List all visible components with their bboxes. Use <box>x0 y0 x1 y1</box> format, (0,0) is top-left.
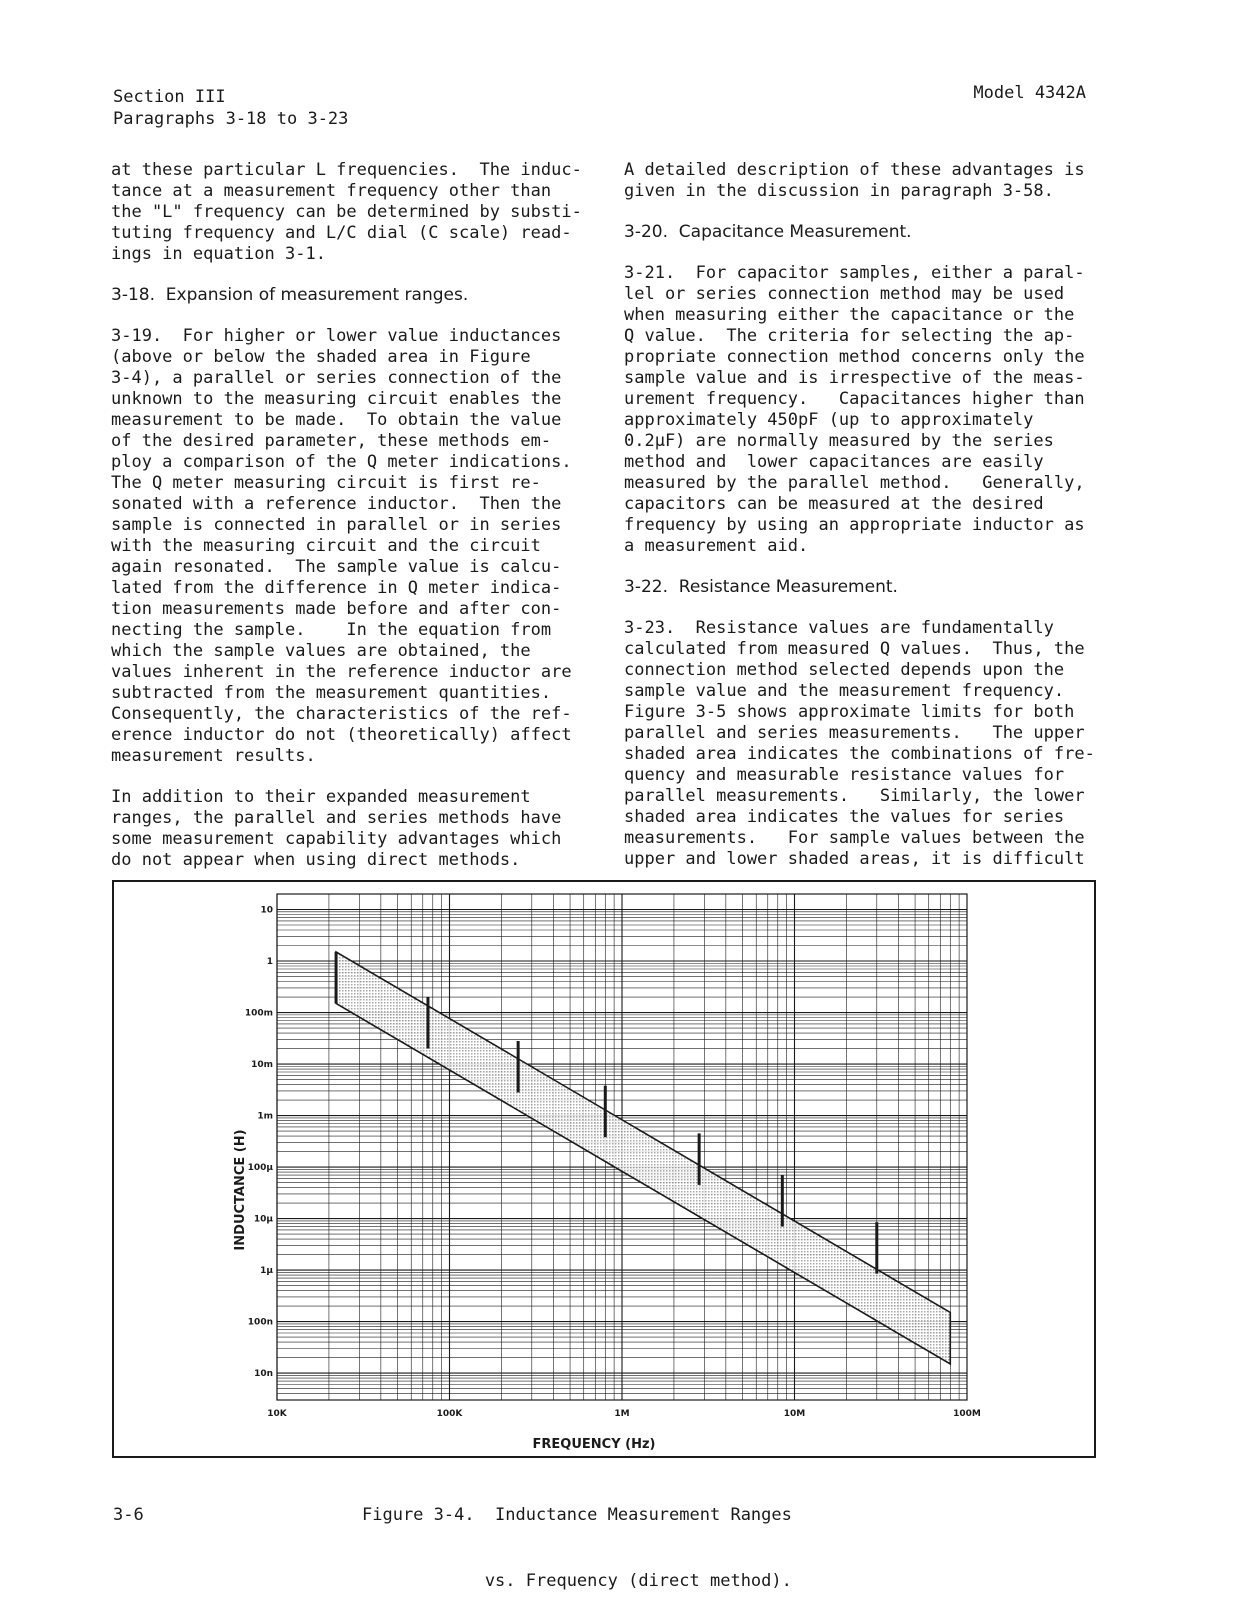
paragraph-3-21: 3-21. For capacitor samples, either a paral- lel or series connection method may be used when measuring either the capacitance or the Q value. The criteria for selecting the ap- propriate connection method concerns only the sample value and is irrespective of the meas- urement frequency. Capacitances higher than approximately 450pF (up to approximately 0.2µF) are normally measured by the series method and lower capacitances are easily measured by the parallel method. Generally, capacitors can be measured at the desired frequency by using an appropriate inductor as a measurement aid. <box>624 263 1085 556</box>
y-axis-label: INDUCTANCE (H) <box>233 1129 248 1251</box>
paragraph-range: Paragraphs 3-18 to 3-23 <box>113 109 349 129</box>
heading-3-22: 3-22. Resistance Measurement. <box>624 577 898 597</box>
inductance-chart <box>114 882 1094 1456</box>
y-tick-label: 10n <box>254 1369 273 1380</box>
left-column <box>111 160 591 891</box>
right-column <box>624 160 1104 890</box>
y-tick-label: 1m <box>257 1111 273 1122</box>
page-header-section <box>113 86 348 130</box>
y-tick-label: 10 <box>260 905 273 916</box>
x-tick-label: 10M <box>783 1409 806 1419</box>
paragraph-advantages: A detailed description of these advantages is given in the discussion in paragraph 3-58. <box>624 160 1085 201</box>
y-tick-label: 100m <box>244 1008 273 1019</box>
paragraph-addition: In addition to their expanded measurement ranges, the parallel and series methods have some measurement capability advantages which do not appear when using direct methods. <box>111 787 562 870</box>
y-tick-label: 100n <box>247 1317 273 1328</box>
x-tick-label: 10K <box>267 1409 287 1419</box>
paragraph-intro: at these particular L frequencies. The induc- tance at a measurement frequency other than the "L" frequency can be determined by substi- tuting frequency and L/C dial (C scale) read- ings in equation 3-1. <box>111 160 582 264</box>
x-tick-label: 100M <box>953 1409 981 1419</box>
figure-caption <box>362 1460 792 1614</box>
y-tick-label: 1 <box>266 957 273 968</box>
heading-3-20: 3-20. Capacitance Measurement. <box>624 222 912 242</box>
x-tick-labels <box>267 1409 981 1419</box>
x-tick-label: 100K <box>436 1409 463 1419</box>
paragraph-3-19: 3-19. For higher or lower value inductances (above or below the shaded area in Figure 3-4), a parallel or series connection of the unknown to the measuring circuit enables the measurement to be made. To obtain the value of the desired parameter, these methods em- ploy a comparison of the Q meter indications. The Q meter measuring circuit is first re- sonated with a reference inductor. Then the sample is connected in parallel or in series with the measuring circuit and the circuit again resonated. The sample value is calcu- lated from the difference in Q meter indica- tion measurements made before and after con- necting the sample. In the equation from which the sample values are obtained, the values inherent in the reference inductor are subtracted from the measurement quantities. Consequently, the characteristics of the ref- erence inductor do not (theoretically) affect measurement results. <box>111 326 572 766</box>
paragraph-3-23: 3-23. Resistance values are fundamentally calculated from measured Q values. Thus, the connection method selected depends upon the sample value and the measurement frequency. Figure 3-5 shows approximate limits for both parallel and series measurements. The upper shaded area indicates the combinations of fre- quency and measurable resistance values for parallel measurements. Similarly, the lower shaded area indicates the values for series measurements. For sample values between the upper and lower shaded areas, it is difficult <box>624 618 1095 869</box>
caption-line-1: Figure 3-4. Inductance Measurement Ranges <box>362 1505 792 1525</box>
x-tick-label: 1M <box>614 1409 630 1419</box>
section-label: Section III <box>113 87 226 107</box>
caption-line-2: vs. Frequency (direct method). <box>362 1571 792 1591</box>
model-label: Model 4342A <box>973 83 1086 103</box>
page-number: 3-6 <box>113 1505 144 1525</box>
y-tick-labels <box>245 906 274 1380</box>
y-tick-label: 100µ <box>247 1163 273 1174</box>
heading-3-18: 3-18. Expansion of measurement ranges. <box>111 285 469 305</box>
x-axis-label: FREQUENCY (Hz) <box>532 1437 656 1452</box>
y-tick-label: 1µ <box>260 1266 273 1277</box>
figure-3-4-frame <box>112 880 1096 1458</box>
y-tick-label: 10µ <box>253 1214 273 1225</box>
y-tick-label: 10m <box>251 1060 273 1071</box>
